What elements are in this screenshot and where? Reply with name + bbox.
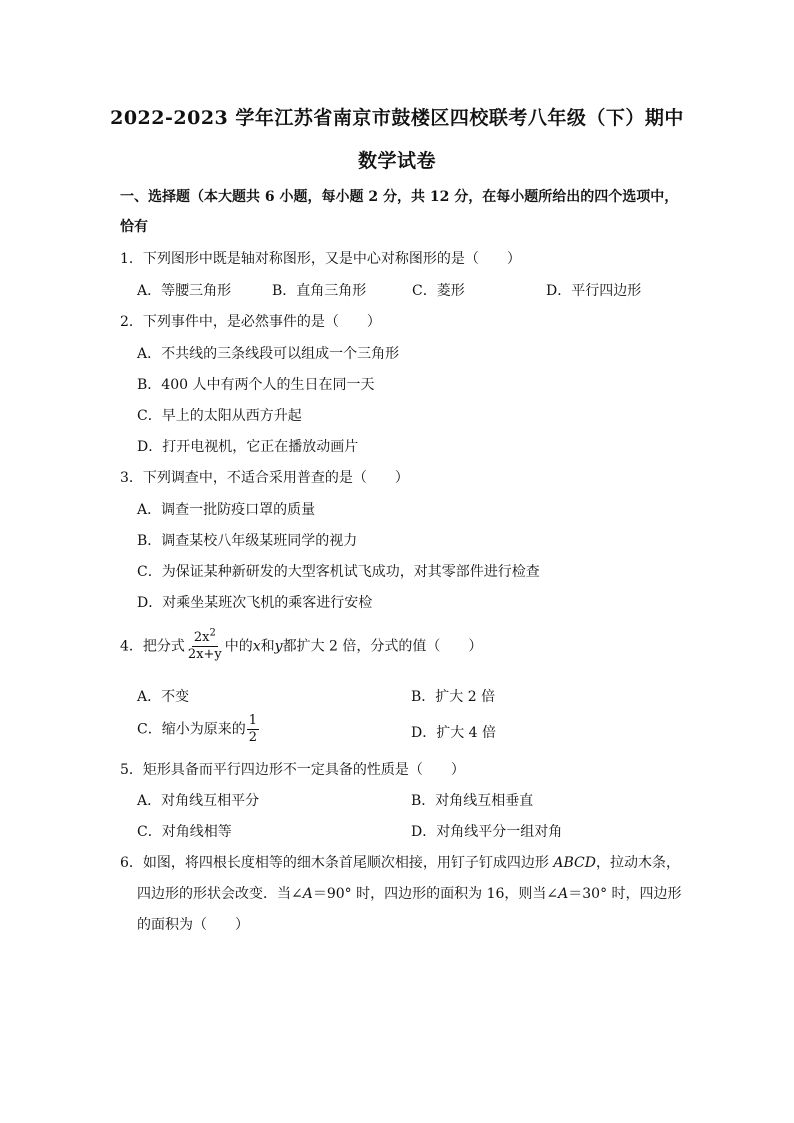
question-4-stem (120, 627, 483, 663)
q3-option-d: D．对乘坐某班次飞机的乘客进行安检 (137, 595, 373, 611)
q4-option-d: D．扩大 4 倍 (411, 725, 497, 741)
question-6-line3: 的面积为（ ） (137, 917, 249, 933)
q4-fraction (186, 627, 224, 663)
q1-option-b: B．直角三角形 (272, 283, 367, 299)
q1-option-a: A．等腰三角形 (137, 283, 232, 299)
q2-option-b: B．400 人中有两个人的生日在同一天 (137, 377, 375, 393)
q3-option-a: A．调查一批防疫口罩的质量 (137, 502, 316, 518)
q4-mid2: 和 (260, 638, 275, 655)
title-line2: 数学试卷 (357, 150, 436, 172)
q5-option-a: A．对角线互相平分 (137, 793, 260, 809)
title-line1: 2022-2023 学年江苏省南京市鼓楼区四校联考八年级（下）期中 (110, 107, 684, 129)
q6-line2-b: ＝90° 时，四边形的面积为 16，则当∠ (312, 886, 559, 902)
q2-option-a: A．不共线的三条线段可以组成一个三角形 (137, 346, 400, 362)
q4-fraction-denominator: 2x+y (187, 647, 222, 662)
question-1-stem: 1．下列图形中既是轴对称图形，又是中心对称图形的是（ ） (120, 251, 521, 267)
question-5-stem: 5．矩形具备而平行四边形不一定具备的性质是（ ） (120, 762, 465, 778)
q4-option-a: A．不变 (137, 689, 190, 705)
q2-option-c: C．早上的太阳从西方升起 (137, 408, 302, 424)
q2-option-d: D．打开电视机，它正在播放动画片 (137, 439, 359, 455)
q4-mid1: 中的 (224, 638, 253, 655)
q4-var-x: x (252, 638, 261, 655)
q6-line2-a: 四边形的形状会改变．当∠ (137, 886, 303, 902)
question-3-stem: 3．下列调查中，不适合采用普查的是（ ） (120, 470, 409, 486)
q4-fraction-numerator (192, 627, 218, 647)
q5-option-d: D．对角线平分一组对角 (411, 824, 563, 840)
question-6-line2 (137, 883, 682, 903)
q1-option-d: D．平行四边形 (546, 283, 642, 299)
q6-var-abcd: ABCD (553, 855, 596, 871)
q6-line1-a: 6．如图，将四根长度相等的细木条首尾顺次相接，用钉子钉成四边形 (120, 855, 554, 871)
q4-suffix: 都扩大 2 倍，分式的值（ ） (282, 638, 483, 655)
q4-num-exponent: 2 (209, 627, 216, 639)
q4-option-c-numerator: 1 (248, 713, 257, 728)
q5-option-c: C．对角线相等 (137, 824, 232, 840)
q6-var-a2: A (558, 886, 569, 902)
q4-option-c (137, 713, 260, 746)
q6-var-a1: A (302, 886, 313, 902)
q6-line2-c: ＝30° 时，四边形 (568, 886, 682, 902)
q3-option-c: C．为保证某种新研发的大型客机试飞成功，对其零部件进行检查 (137, 564, 540, 580)
q3-option-b: B．调查某校八年级某班同学的视力 (137, 533, 358, 549)
question-6-line1 (120, 852, 680, 872)
q4-prefix: 4．把分式 (120, 638, 185, 655)
q6-line1-b: ，拉动木条， (595, 855, 680, 871)
q4-option-c-text: C．缩小为原来的 (137, 721, 246, 738)
question-2-stem: 2．下列事件中，是必然事件的是（ ） (120, 314, 381, 330)
section-heading: 一、选择题（本大题共 6 小题，每小题 2 分，共 12 分，在每小题所给出的四个选项中，恰有 (120, 189, 679, 235)
q1-option-c: C．菱形 (412, 283, 465, 299)
q4-option-c-denominator: 2 (248, 730, 257, 745)
q5-option-b: B．对角线互相垂直 (411, 793, 534, 809)
q4-num-base: 2x (193, 630, 210, 645)
q4-var-y: y (274, 638, 283, 655)
q4-option-c-fraction (247, 713, 259, 746)
q4-option-b: B．扩大 2 倍 (411, 689, 496, 705)
